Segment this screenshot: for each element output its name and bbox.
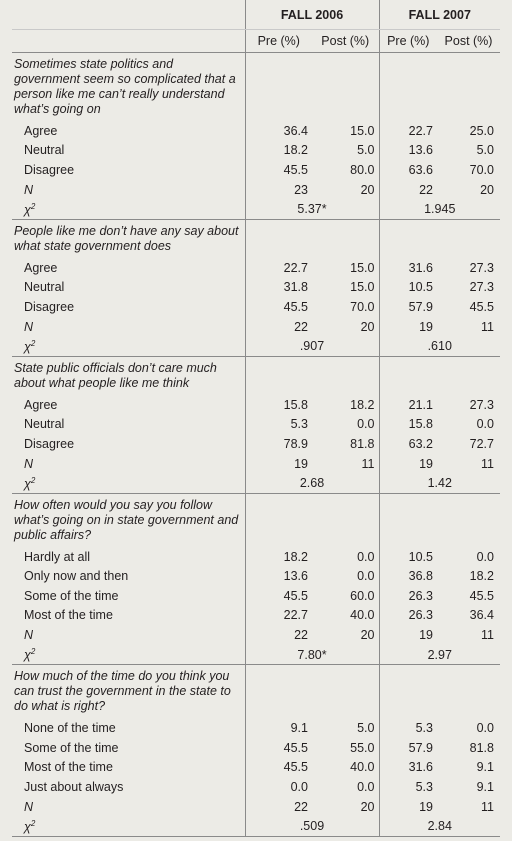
- value-post-2006: 0.0: [357, 417, 375, 432]
- header-post-2007: Post (%): [437, 30, 500, 53]
- value-post-2007: 25.0: [469, 123, 494, 138]
- n-post-2006: 20: [360, 799, 375, 814]
- value-pre-2006: 18.2: [245, 141, 312, 161]
- value-pre-2007: 5.3: [379, 777, 437, 797]
- question-text: Sometimes state politics and government seem so complicated that a person like me can’t really understand what’s going on: [14, 57, 236, 116]
- value-pre-2006: 15.8: [245, 395, 312, 415]
- value-pre-2006: 45.5: [245, 586, 312, 606]
- value-post-2007: 27.3: [469, 260, 494, 275]
- value-post-2006: 0.0: [357, 569, 375, 584]
- value-pre-2007: 5.3: [379, 718, 437, 738]
- value-pre-2007: 10.5: [379, 278, 437, 298]
- value-pre-2007: 26.3: [379, 606, 437, 626]
- value-post-2006: 40.0: [350, 760, 375, 775]
- sample-size-row: [12, 625, 500, 645]
- chi-superscript: 2: [30, 647, 36, 657]
- n-post-2006: 20: [360, 319, 375, 334]
- value-post-2007: 9.1: [476, 780, 494, 795]
- question-text: People like me don’t have any say about what state government does: [14, 223, 239, 253]
- header-fall-2006: FALL 2006: [245, 0, 379, 30]
- n-pre-2006: 22: [245, 797, 312, 817]
- n-post-2007: 11: [481, 799, 494, 814]
- header-pre-2007: Pre (%): [379, 30, 437, 53]
- chi-square-2006: .907: [245, 336, 379, 356]
- table-row: [12, 586, 500, 606]
- table-row: [12, 415, 500, 435]
- answer-label: Neutral: [24, 280, 65, 295]
- chi-superscript: 2: [30, 338, 36, 348]
- table-row: [12, 121, 500, 141]
- n-post-2006: 20: [360, 182, 375, 197]
- n-pre-2007: 19: [379, 625, 437, 645]
- value-post-2007: 81.8: [469, 740, 494, 755]
- value-post-2006: 15.0: [350, 260, 375, 275]
- value-pre-2006: 36.4: [245, 121, 312, 141]
- value-pre-2007: 26.3: [379, 586, 437, 606]
- value-pre-2006: 9.1: [245, 718, 312, 738]
- value-post-2006: 0.0: [357, 780, 375, 795]
- question-row: [12, 665, 500, 719]
- question-text: How much of the time do you think you can trust the government in the state to do what is right?: [14, 669, 231, 714]
- n-pre-2006: 23: [245, 180, 312, 200]
- value-pre-2006: 45.5: [245, 758, 312, 778]
- table-row: [12, 777, 500, 797]
- value-pre-2007: 57.9: [379, 297, 437, 317]
- question-row: [12, 53, 500, 122]
- value-post-2006: 5.0: [357, 721, 375, 736]
- n-label: N: [24, 456, 34, 471]
- value-post-2007: 5.0: [476, 143, 494, 158]
- answer-label: Agree: [24, 397, 58, 412]
- chi-square-2006: .509: [245, 816, 379, 836]
- n-label: N: [24, 319, 34, 334]
- value-post-2006: 81.8: [350, 436, 375, 451]
- table-row: [12, 718, 500, 738]
- value-pre-2006: 22.7: [245, 258, 312, 278]
- n-pre-2007: 19: [379, 454, 437, 474]
- value-post-2006: 15.0: [350, 123, 375, 138]
- chi-square-row: [12, 473, 500, 493]
- survey-results-table: [12, 0, 500, 837]
- value-post-2007: 45.5: [469, 588, 494, 603]
- value-post-2007: 27.3: [469, 397, 494, 412]
- n-label: N: [24, 182, 34, 197]
- value-post-2006: 70.0: [350, 299, 375, 314]
- answer-label: Some of the time: [24, 740, 119, 755]
- value-pre-2007: 10.5: [379, 547, 437, 567]
- chi-square-row: [12, 199, 500, 219]
- value-post-2006: 60.0: [350, 588, 375, 603]
- value-post-2006: 40.0: [350, 608, 375, 623]
- value-post-2007: 70.0: [469, 162, 494, 177]
- chi-square-2007: 2.97: [379, 645, 500, 665]
- question-row: [12, 219, 500, 258]
- table-row: [12, 606, 500, 626]
- answer-label: Most of the time: [24, 608, 113, 623]
- value-post-2006: 15.0: [350, 280, 375, 295]
- chi-symbol: χ: [24, 648, 31, 663]
- value-post-2006: 18.2: [350, 397, 375, 412]
- chi-square-row: [12, 336, 500, 356]
- answer-label: Disagree: [24, 162, 75, 177]
- answer-label: Only now and then: [24, 569, 129, 584]
- value-pre-2007: 57.9: [379, 738, 437, 758]
- n-label: N: [24, 799, 34, 814]
- chi-square-2007: 2.84: [379, 816, 500, 836]
- sample-size-row: [12, 180, 500, 200]
- table-row: [12, 297, 500, 317]
- chi-symbol: χ: [24, 476, 31, 491]
- chi-square-label: [12, 473, 245, 493]
- n-post-2007: 11: [481, 628, 494, 643]
- chi-symbol: χ: [24, 819, 31, 834]
- value-pre-2007: 15.8: [379, 415, 437, 435]
- value-post-2007: 18.2: [469, 569, 494, 584]
- header-pre-2006: Pre (%): [245, 30, 312, 53]
- n-post-2007: 20: [480, 182, 494, 197]
- chi-superscript: 2: [30, 201, 36, 211]
- value-pre-2006: 18.2: [245, 547, 312, 567]
- chi-square-2006: 7.80*: [245, 645, 379, 665]
- answer-label: Hardly at all: [24, 549, 90, 564]
- value-pre-2006: 45.5: [245, 160, 312, 180]
- n-pre-2006: 19: [245, 454, 312, 474]
- header-fall-2007: FALL 2007: [379, 0, 500, 30]
- chi-square-row: [12, 816, 500, 836]
- table-row: [12, 758, 500, 778]
- value-post-2007: 0.0: [476, 549, 494, 564]
- value-pre-2007: 22.7: [379, 121, 437, 141]
- value-post-2007: 0.0: [476, 417, 494, 432]
- value-pre-2007: 31.6: [379, 758, 437, 778]
- value-post-2007: 9.1: [476, 760, 494, 775]
- chi-superscript: 2: [30, 475, 36, 485]
- value-pre-2007: 21.1: [379, 395, 437, 415]
- n-pre-2006: 22: [245, 317, 312, 337]
- answer-label: Most of the time: [24, 760, 113, 775]
- n-post-2007: 11: [481, 456, 494, 471]
- chi-symbol: χ: [24, 202, 31, 217]
- n-pre-2006: 22: [245, 625, 312, 645]
- chi-superscript: 2: [30, 818, 36, 828]
- answer-label: None of the time: [24, 721, 116, 736]
- sample-size-row: [12, 317, 500, 337]
- n-pre-2007: 22: [379, 180, 437, 200]
- chi-square-label: [12, 199, 245, 219]
- value-post-2007: 27.3: [469, 280, 494, 295]
- question-text: How often would you say you follow what’s going on in state government and public affairs?: [14, 497, 239, 542]
- value-post-2007: 0.0: [476, 721, 494, 736]
- table-row: [12, 160, 500, 180]
- table-row: [12, 395, 500, 415]
- value-post-2006: 80.0: [350, 162, 375, 177]
- table-row: [12, 738, 500, 758]
- chi-square-2007: .610: [379, 336, 500, 356]
- n-pre-2007: 19: [379, 797, 437, 817]
- chi-symbol: χ: [24, 339, 31, 354]
- question-text: State public officials don’t care much about what people like me think: [14, 360, 217, 390]
- header-post-2006: Post (%): [312, 30, 379, 53]
- n-label: N: [24, 628, 34, 643]
- table-row: [12, 567, 500, 587]
- chi-square-label: [12, 816, 245, 836]
- value-post-2006: 55.0: [350, 740, 375, 755]
- n-pre-2007: 19: [379, 317, 437, 337]
- value-pre-2006: 22.7: [245, 606, 312, 626]
- n-post-2007: 11: [481, 319, 494, 334]
- header-blank: [12, 0, 245, 30]
- value-pre-2007: 31.6: [379, 258, 437, 278]
- value-pre-2006: 45.5: [245, 297, 312, 317]
- answer-label: Agree: [24, 260, 58, 275]
- answer-label: Just about always: [24, 780, 124, 795]
- table-row: [12, 278, 500, 298]
- question-row: [12, 356, 500, 395]
- sample-size-row: [12, 454, 500, 474]
- value-post-2007: 36.4: [469, 608, 494, 623]
- chi-square-2006: 5.37*: [245, 199, 379, 219]
- chi-square-2007: 1.42: [379, 473, 500, 493]
- answer-label: Disagree: [24, 299, 75, 314]
- value-pre-2006: 5.3: [245, 415, 312, 435]
- table-row: [12, 141, 500, 161]
- n-post-2006: 20: [360, 628, 375, 643]
- table-body: [12, 53, 500, 837]
- table-row: [12, 258, 500, 278]
- chi-square-label: [12, 645, 245, 665]
- value-pre-2007: 13.6: [379, 141, 437, 161]
- chi-square-2006: 2.68: [245, 473, 379, 493]
- question-row: [12, 493, 500, 547]
- answer-label: Disagree: [24, 436, 75, 451]
- value-post-2006: 5.0: [357, 143, 375, 158]
- answer-label: Neutral: [24, 143, 65, 158]
- answer-label: Some of the time: [24, 588, 119, 603]
- value-post-2007: 72.7: [469, 436, 494, 451]
- value-pre-2006: 13.6: [245, 567, 312, 587]
- value-pre-2007: 63.2: [379, 434, 437, 454]
- value-pre-2007: 36.8: [379, 567, 437, 587]
- sample-size-row: [12, 797, 500, 817]
- value-pre-2007: 63.6: [379, 160, 437, 180]
- n-post-2006: 11: [361, 456, 375, 471]
- value-pre-2006: 0.0: [245, 777, 312, 797]
- chi-square-label: [12, 336, 245, 356]
- value-pre-2006: 45.5: [245, 738, 312, 758]
- value-pre-2006: 78.9: [245, 434, 312, 454]
- answer-label: Neutral: [24, 417, 65, 432]
- table-row: [12, 434, 500, 454]
- value-pre-2006: 31.8: [245, 278, 312, 298]
- answer-label: Agree: [24, 123, 58, 138]
- value-post-2007: 45.5: [469, 299, 494, 314]
- chi-square-2007: 1.945: [379, 199, 500, 219]
- value-post-2006: 0.0: [357, 549, 375, 564]
- chi-square-row: [12, 645, 500, 665]
- table-row: [12, 547, 500, 567]
